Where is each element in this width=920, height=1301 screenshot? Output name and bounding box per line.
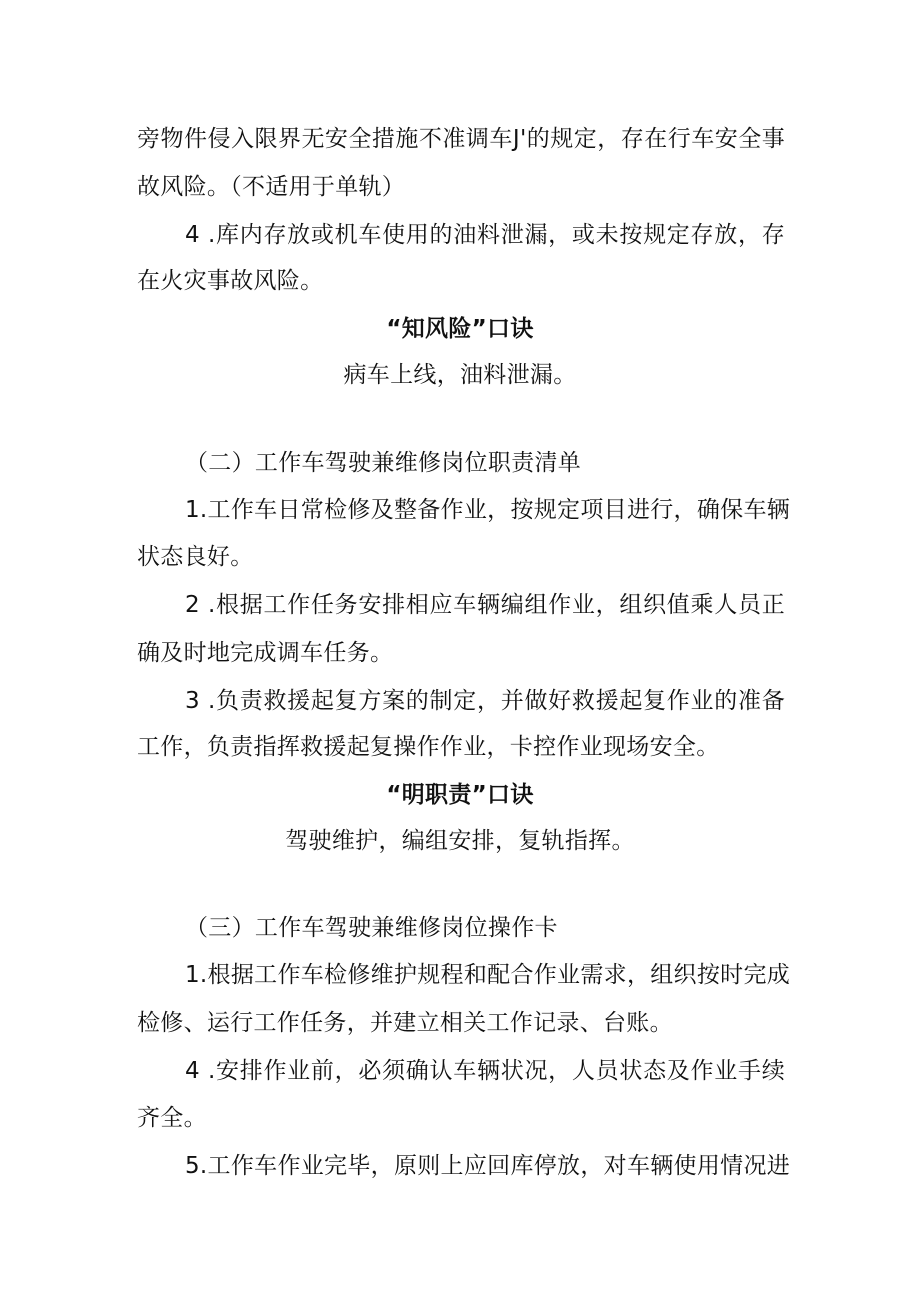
- list-item-1: 1.根据工作车检修维护规程和配合作业需求，组织按时完成: [185, 962, 791, 988]
- list-item-5: 5.工作车作业完毕，原则上应回库停放，对车辆使用情况进: [185, 1153, 791, 1179]
- list-item-3: 3 .负责救援起复方案的制定，并做好救援起复作业的准备: [185, 688, 785, 714]
- paragraph-line: 检修、运行工作任务，并建立相关工作记录、台账。: [137, 1010, 673, 1036]
- list-item-4: 4 .库内存放或机车使用的油料泄漏，或未按规定存放，存: [185, 222, 785, 248]
- paragraph-line: 工作，负责指挥救援起复操作作业，卡控作业现场安全。: [137, 734, 720, 760]
- paragraph-line: 齐全。: [137, 1105, 207, 1131]
- section-mnemonic-title: “知风险”口诀: [386, 316, 534, 342]
- section-heading-3: （三）工作车驾驶兼维修岗位操作卡: [185, 915, 558, 941]
- paragraph-line: 故风险。（不适用于单轨）: [137, 174, 406, 200]
- paragraph-line: 确及时地完成调车任务。: [137, 640, 394, 666]
- list-item-2: 2 .根据工作任务安排相应车辆编组作业，组织值乘人员正: [185, 592, 785, 618]
- mnemonic-text: 病车上线，油料泄漏。: [343, 362, 577, 388]
- section-heading-2: （二）工作车驾驶兼维修岗位职责清单: [185, 450, 582, 476]
- paragraph-line: 在火灾事故风险。: [137, 268, 324, 294]
- section-mnemonic-title: “明职责”口诀: [386, 782, 534, 808]
- paragraph-line: 旁物件侵入限界无安全措施不准调车J'的规定，存在行车安全事: [137, 126, 785, 152]
- mnemonic-text: 驾驶维护，编组安排，复轨指挥。: [285, 828, 635, 854]
- paragraph-line: 状态良好。: [137, 544, 254, 570]
- list-item-4: 4 .安排作业前，必须确认车辆状况，人员状态及作业手续: [185, 1058, 785, 1084]
- list-item-1: 1.工作车日常检修及整备作业，按规定项目进行，确保车辆: [185, 497, 791, 523]
